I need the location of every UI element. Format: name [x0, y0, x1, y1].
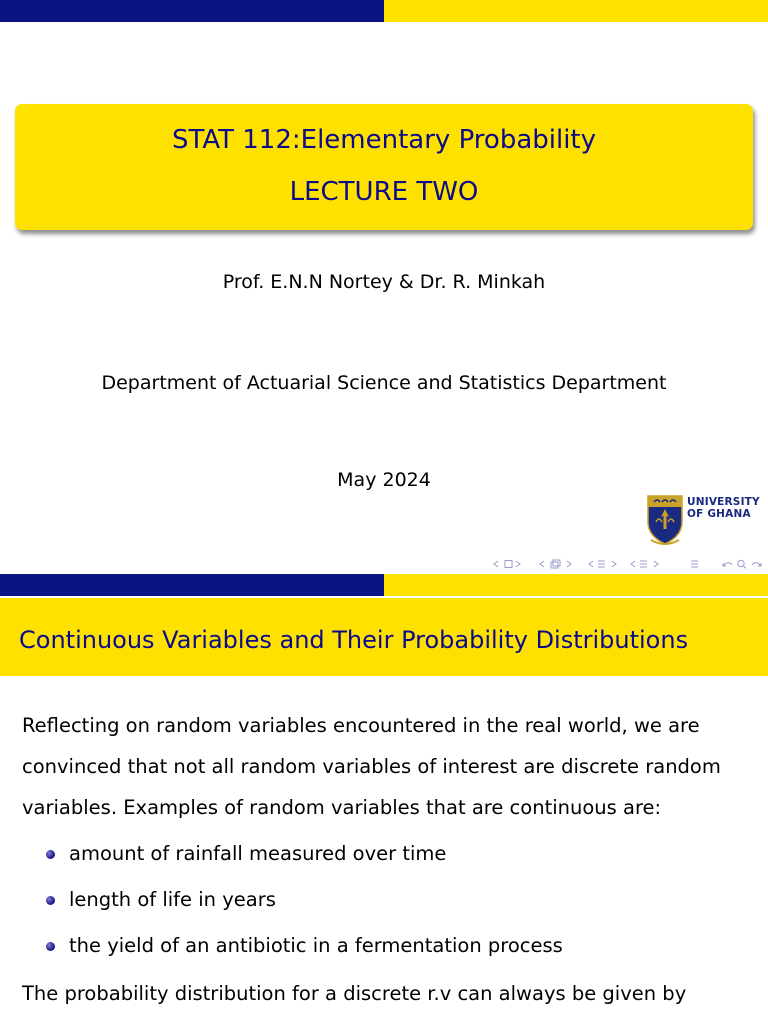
nav-back-icon[interactable]: [723, 563, 732, 566]
logo-text-of-ghana: OF GHANA: [687, 508, 751, 520]
nav-prev-slide-icon[interactable]: [494, 561, 498, 567]
header-bar-navy: [0, 0, 384, 22]
nav-forward-icon[interactable]: [752, 563, 761, 566]
university-crest-icon: [645, 494, 685, 548]
institute: Department of Actuarial Science and Statistics Department: [101, 372, 667, 394]
bullet-icon: [46, 850, 55, 859]
header-bar-navy: [0, 574, 384, 596]
nav-frame-icon[interactable]: [505, 561, 512, 568]
authors: Prof. E.N.N Nortey & Dr. R. Minkah: [222, 271, 546, 293]
nav-align-icon[interactable]: [691, 561, 698, 567]
nav-next-slide-icon[interactable]: [516, 561, 520, 567]
paragraph-line: convinced that not all random variables of interest are discrete random: [22, 755, 721, 778]
university-logo: [645, 494, 760, 548]
header-bar: [0, 574, 768, 596]
header-bar-yellow: [384, 0, 768, 22]
lecture-subtitle: LECTURE TWO: [289, 177, 479, 207]
nav-next-section-icon[interactable]: [612, 561, 616, 567]
date: May 2024: [337, 469, 431, 491]
nav-next-subsection-icon[interactable]: [567, 561, 571, 567]
nav-search-icon[interactable]: [738, 560, 746, 568]
frame-title-bar: [0, 598, 768, 676]
bullet-icon: [46, 942, 55, 951]
logo-text-university: UNIVERSITY: [687, 496, 760, 508]
paragraph-line: variables. Examples of random variables that are continuous are:: [22, 796, 662, 819]
nav-prev-subsection-icon[interactable]: [540, 561, 544, 567]
header-bar-yellow: [384, 574, 768, 596]
frame-title: Continuous Variables and Their Probability Distributions: [19, 626, 689, 654]
presentation-title: STAT 112:Elementary Probability: [171, 125, 597, 155]
nav-prev-section-icon[interactable]: [589, 561, 593, 567]
title-block: [15, 104, 753, 230]
content-slide: [0, 574, 768, 1024]
list-item-text: the yield of an antibiotic in a fermentation process: [69, 934, 563, 957]
nav-subsection-icon[interactable]: [598, 561, 605, 567]
list-item-text: amount of rainfall measured over time: [69, 842, 447, 865]
list-item-text: length of life in years: [69, 888, 276, 911]
bullet-icon: [46, 896, 55, 905]
nav-section-icon[interactable]: [551, 560, 560, 568]
beamer-navigation-bar[interactable]: [492, 556, 764, 570]
header-bar: [0, 0, 768, 22]
paragraph-line: The probability distribution for a discrete r.v can always be given by: [22, 982, 687, 1005]
paragraph-line: Reflecting on random variables encountered in the real world, we are: [22, 714, 700, 737]
